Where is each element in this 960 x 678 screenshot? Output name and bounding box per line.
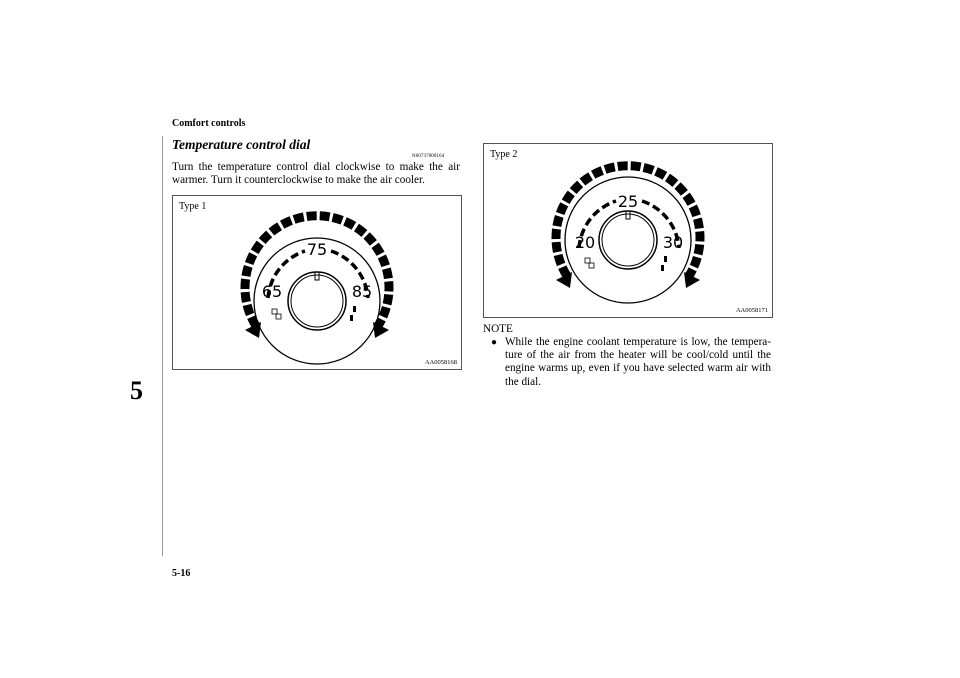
knob: [288, 272, 346, 330]
figure-label: Type 2: [490, 149, 518, 160]
dial-number-top: 75: [306, 240, 328, 259]
note-text: While the engine coolant temperature is low, the tempera-ture of the air from the heater will be cool/cold until the engine warms up, even if you have selected warm air with the dial.: [505, 336, 771, 388]
chapter-tab: 5: [130, 376, 143, 405]
temperature-dial-illustration: [484, 144, 772, 317]
knob: [599, 211, 657, 269]
reference-code: N00737000164: [412, 154, 445, 159]
page-number: 5-16: [172, 568, 191, 579]
note-item: [491, 336, 771, 389]
chapter-divider: [162, 136, 163, 556]
instruction-paragraph: Turn the temperature control dial clockwise to make the air warmer. Turn it counterclockwise to make the air cooler.: [172, 161, 460, 187]
page-title: Temperature control dial: [172, 137, 311, 152]
dial-number-left: 20: [574, 233, 596, 252]
bullet-icon: ●: [491, 337, 498, 348]
vent-icon: [585, 258, 590, 263]
figure-type-2: [483, 143, 773, 318]
figure-code: AA0058168: [424, 359, 457, 366]
figure-label: Type 1: [179, 201, 207, 212]
dial-number-right: 30: [662, 233, 684, 252]
section-header: Comfort controls: [172, 118, 246, 129]
note-label: NOTE: [483, 323, 513, 335]
dial-number-top: 25: [617, 192, 639, 211]
figure-code: AA0058171: [735, 307, 768, 314]
figure-type-1: [172, 195, 462, 370]
dial-number-right: 85: [351, 282, 373, 301]
temperature-dial-illustration: [173, 196, 461, 369]
vent-icon: [272, 309, 277, 314]
dial-number-left: 65: [261, 282, 283, 301]
